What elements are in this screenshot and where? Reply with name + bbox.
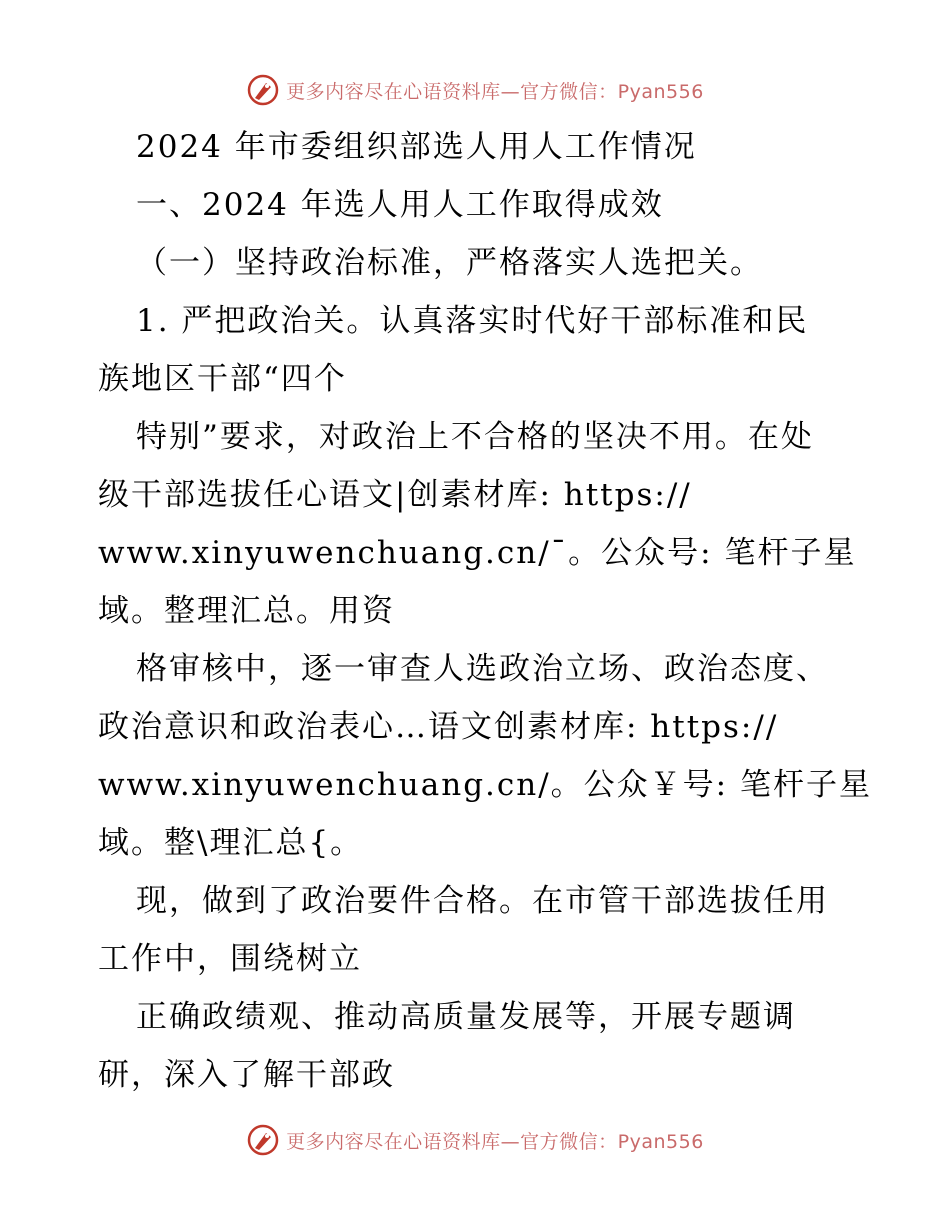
paragraph-line: 工作中，围绕树立 (98, 941, 362, 977)
paragraph-line: 研，深入了解干部政 (98, 1057, 395, 1093)
paragraph-line: 现，做到了政治要件合格。在市管干部选拔任用 (136, 883, 829, 919)
paragraph-line: 1. 严把政治关。认真落实时代好干部标准和民 (136, 303, 809, 339)
document-title: 2024 年市委组织部选人用人工作情况 (136, 129, 697, 165)
subsection-heading: （一）坚持政治标准，严格落实人选把关。 (136, 245, 763, 281)
paragraph-line: 正确政绩观、推动高质量发展等，开展专题调 (136, 999, 796, 1035)
paragraph-line: 族地区干部“四个 (98, 361, 347, 397)
paragraph-line: 域。整理汇总。用资 (98, 593, 395, 629)
paragraph-line: 政治意识和政治表心…语文创素材库: https:// (98, 709, 779, 745)
pen-nib-logo-icon (246, 1123, 280, 1157)
paragraph-line: www.xinyuwenchuang.cn/ˉ。公众号: 笔杆子星 (98, 535, 857, 571)
footer-watermark-text: 更多内容尽在心语资料库—官方微信：Pyan556 (286, 1130, 704, 1153)
paragraph-line: 格审核中，逐一审查人选政治立场、政治态度、 (136, 651, 829, 687)
section-heading: 一、2024 年选人用人工作取得成效 (136, 187, 664, 223)
paragraph-line: 域。整\理汇总{。 (98, 825, 364, 861)
paragraph-line: 特别”要求，对政治上不合格的坚决不用。在处 (136, 419, 814, 455)
header-watermark-text: 更多内容尽在心语资料库—官方微信：Pyan556 (286, 80, 704, 103)
document-body (98, 118, 872, 1104)
footer-watermark-banner (0, 1120, 950, 1160)
paragraph-line: www.xinyuwenchuang.cn/。公众￥号: 笔杆子星 (98, 767, 872, 803)
pen-nib-logo-icon (246, 73, 280, 107)
paragraph-line: 级干部选拔任心语文|创素材库: https:// (98, 477, 692, 513)
header-watermark-banner (0, 70, 950, 110)
